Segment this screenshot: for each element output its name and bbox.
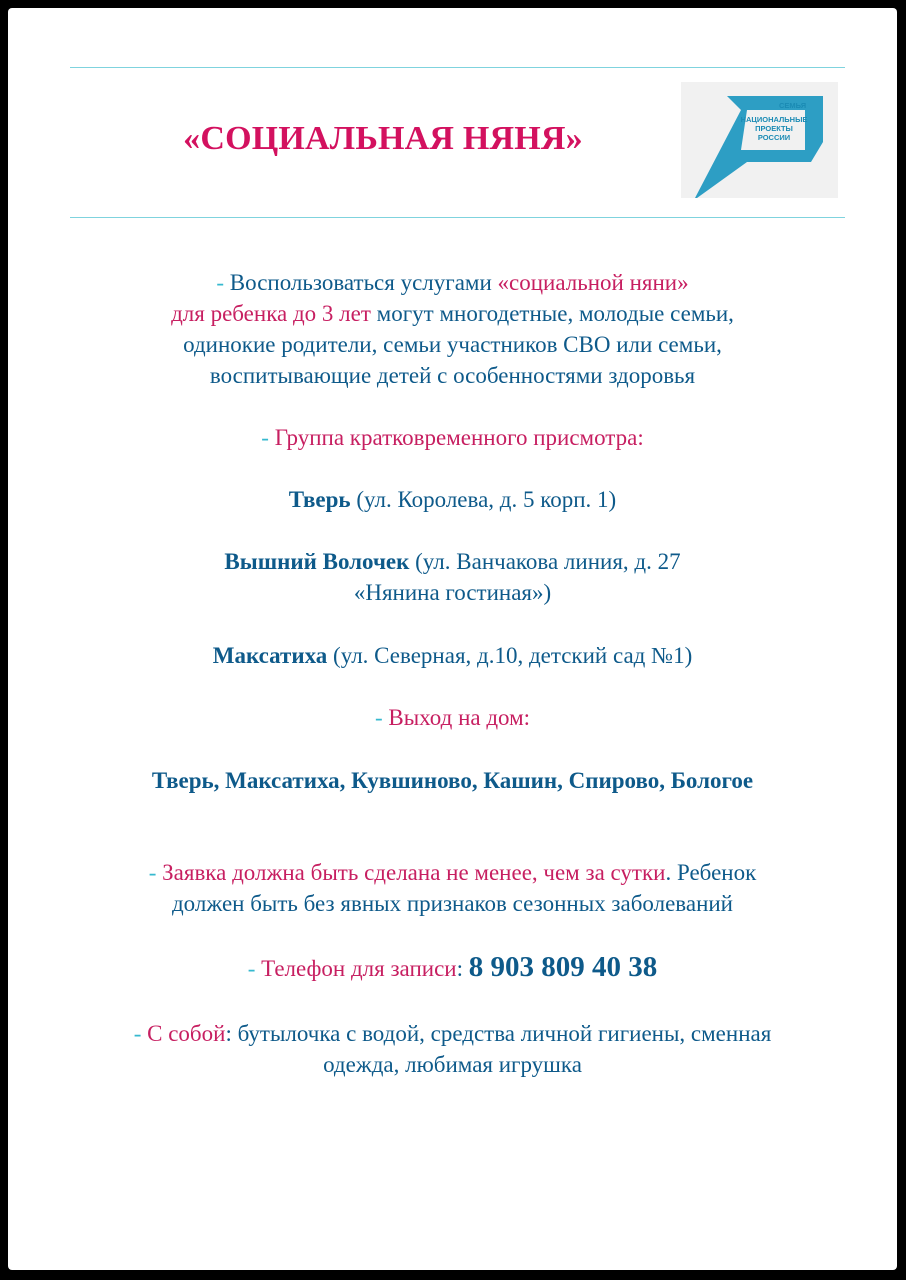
intro-text-1b: «социальной няни» [497, 270, 689, 295]
city-address: (ул. Северная, д.10, детский сад №1) [327, 643, 693, 668]
bullet-dash: - [148, 860, 163, 885]
top-divider [70, 67, 845, 68]
bottom-divider [70, 217, 845, 218]
national-projects-logo [681, 82, 838, 198]
bring-text-1: : бутылочка с водой, средства личной гигиены, сменная [225, 1021, 772, 1046]
bullet-dash: - [216, 270, 230, 295]
intro-line-2 [8, 298, 897, 329]
logo-line-2: ПРОЕКТЫ [755, 124, 793, 133]
bullet-dash: - [374, 705, 389, 730]
bring-paragraph [8, 1018, 897, 1080]
logo-main-text [729, 115, 819, 142]
home-visit-cities: Тверь, Максатиха, Кувшиново, Кашин, Спирово, Бологое [151, 768, 754, 793]
bring-line-2: одежда, любимая игрушка [323, 1052, 582, 1077]
volochek-line-1 [8, 546, 897, 577]
bring-label: С собой [147, 1021, 226, 1046]
location-tver [8, 484, 897, 515]
intro-text-1a: Воспользоваться услугами [229, 270, 498, 295]
phone-line [8, 952, 897, 984]
intro-text-2b: могут многодетные, молодые семьи, [370, 301, 734, 326]
phone-colon: : [456, 956, 469, 981]
city-address: (ул. Ванчакова линия, д. 27 [409, 549, 681, 574]
intro-line-3: одинокие родители, семьи участников СВО или семьи, [183, 332, 722, 357]
city-name: Вышний Волочек [224, 549, 410, 574]
city-name: Максатиха [212, 643, 328, 668]
city-name: Тверь [288, 487, 351, 512]
request-paragraph [8, 857, 897, 919]
logo-small-text: СЕМЬЯ [779, 101, 807, 110]
request-text-1a: Заявка должна быть сделана не менее, чем за сутки [162, 860, 666, 885]
intro-text-2a: для ребенка до 3 лет [171, 301, 371, 326]
bullet-dash: - [247, 956, 262, 981]
city-address: (ул. Королева, д. 5 корп. 1) [350, 487, 617, 512]
request-line-2: должен быть без явных признаков сезонных заболеваний [171, 891, 733, 916]
logo-line-3: РОССИИ [757, 133, 791, 142]
volochek-line-2: «Нянина гостиная») [353, 580, 552, 605]
intro-line-4: воспитывающие детей с особенностями здоровья [209, 363, 696, 388]
request-line-1 [8, 857, 897, 888]
document-page [8, 8, 897, 1270]
group-label: Группа кратковременного присмотра: [274, 425, 644, 450]
group-heading [8, 422, 897, 453]
intro-paragraph [8, 267, 897, 391]
phone-number[interactable]: 8 903 809 40 38 [468, 951, 658, 983]
logo-line-1: НАЦИОНАЛЬНЫЕ [740, 115, 808, 124]
phone-label: Телефон для записи [261, 956, 457, 981]
location-volochek [8, 546, 897, 608]
location-maksatikha [8, 640, 897, 671]
request-text-1b: . Ребенок [665, 860, 757, 885]
home-visit-label: Выход на дом: [388, 705, 531, 730]
page-title: «СОЦИАЛЬНАЯ НЯНЯ» [183, 120, 583, 157]
bullet-dash: - [261, 425, 275, 450]
bullet-dash: - [133, 1021, 148, 1046]
bring-line-1 [8, 1018, 897, 1049]
intro-line-1 [8, 267, 897, 298]
home-visit-heading [8, 702, 897, 733]
